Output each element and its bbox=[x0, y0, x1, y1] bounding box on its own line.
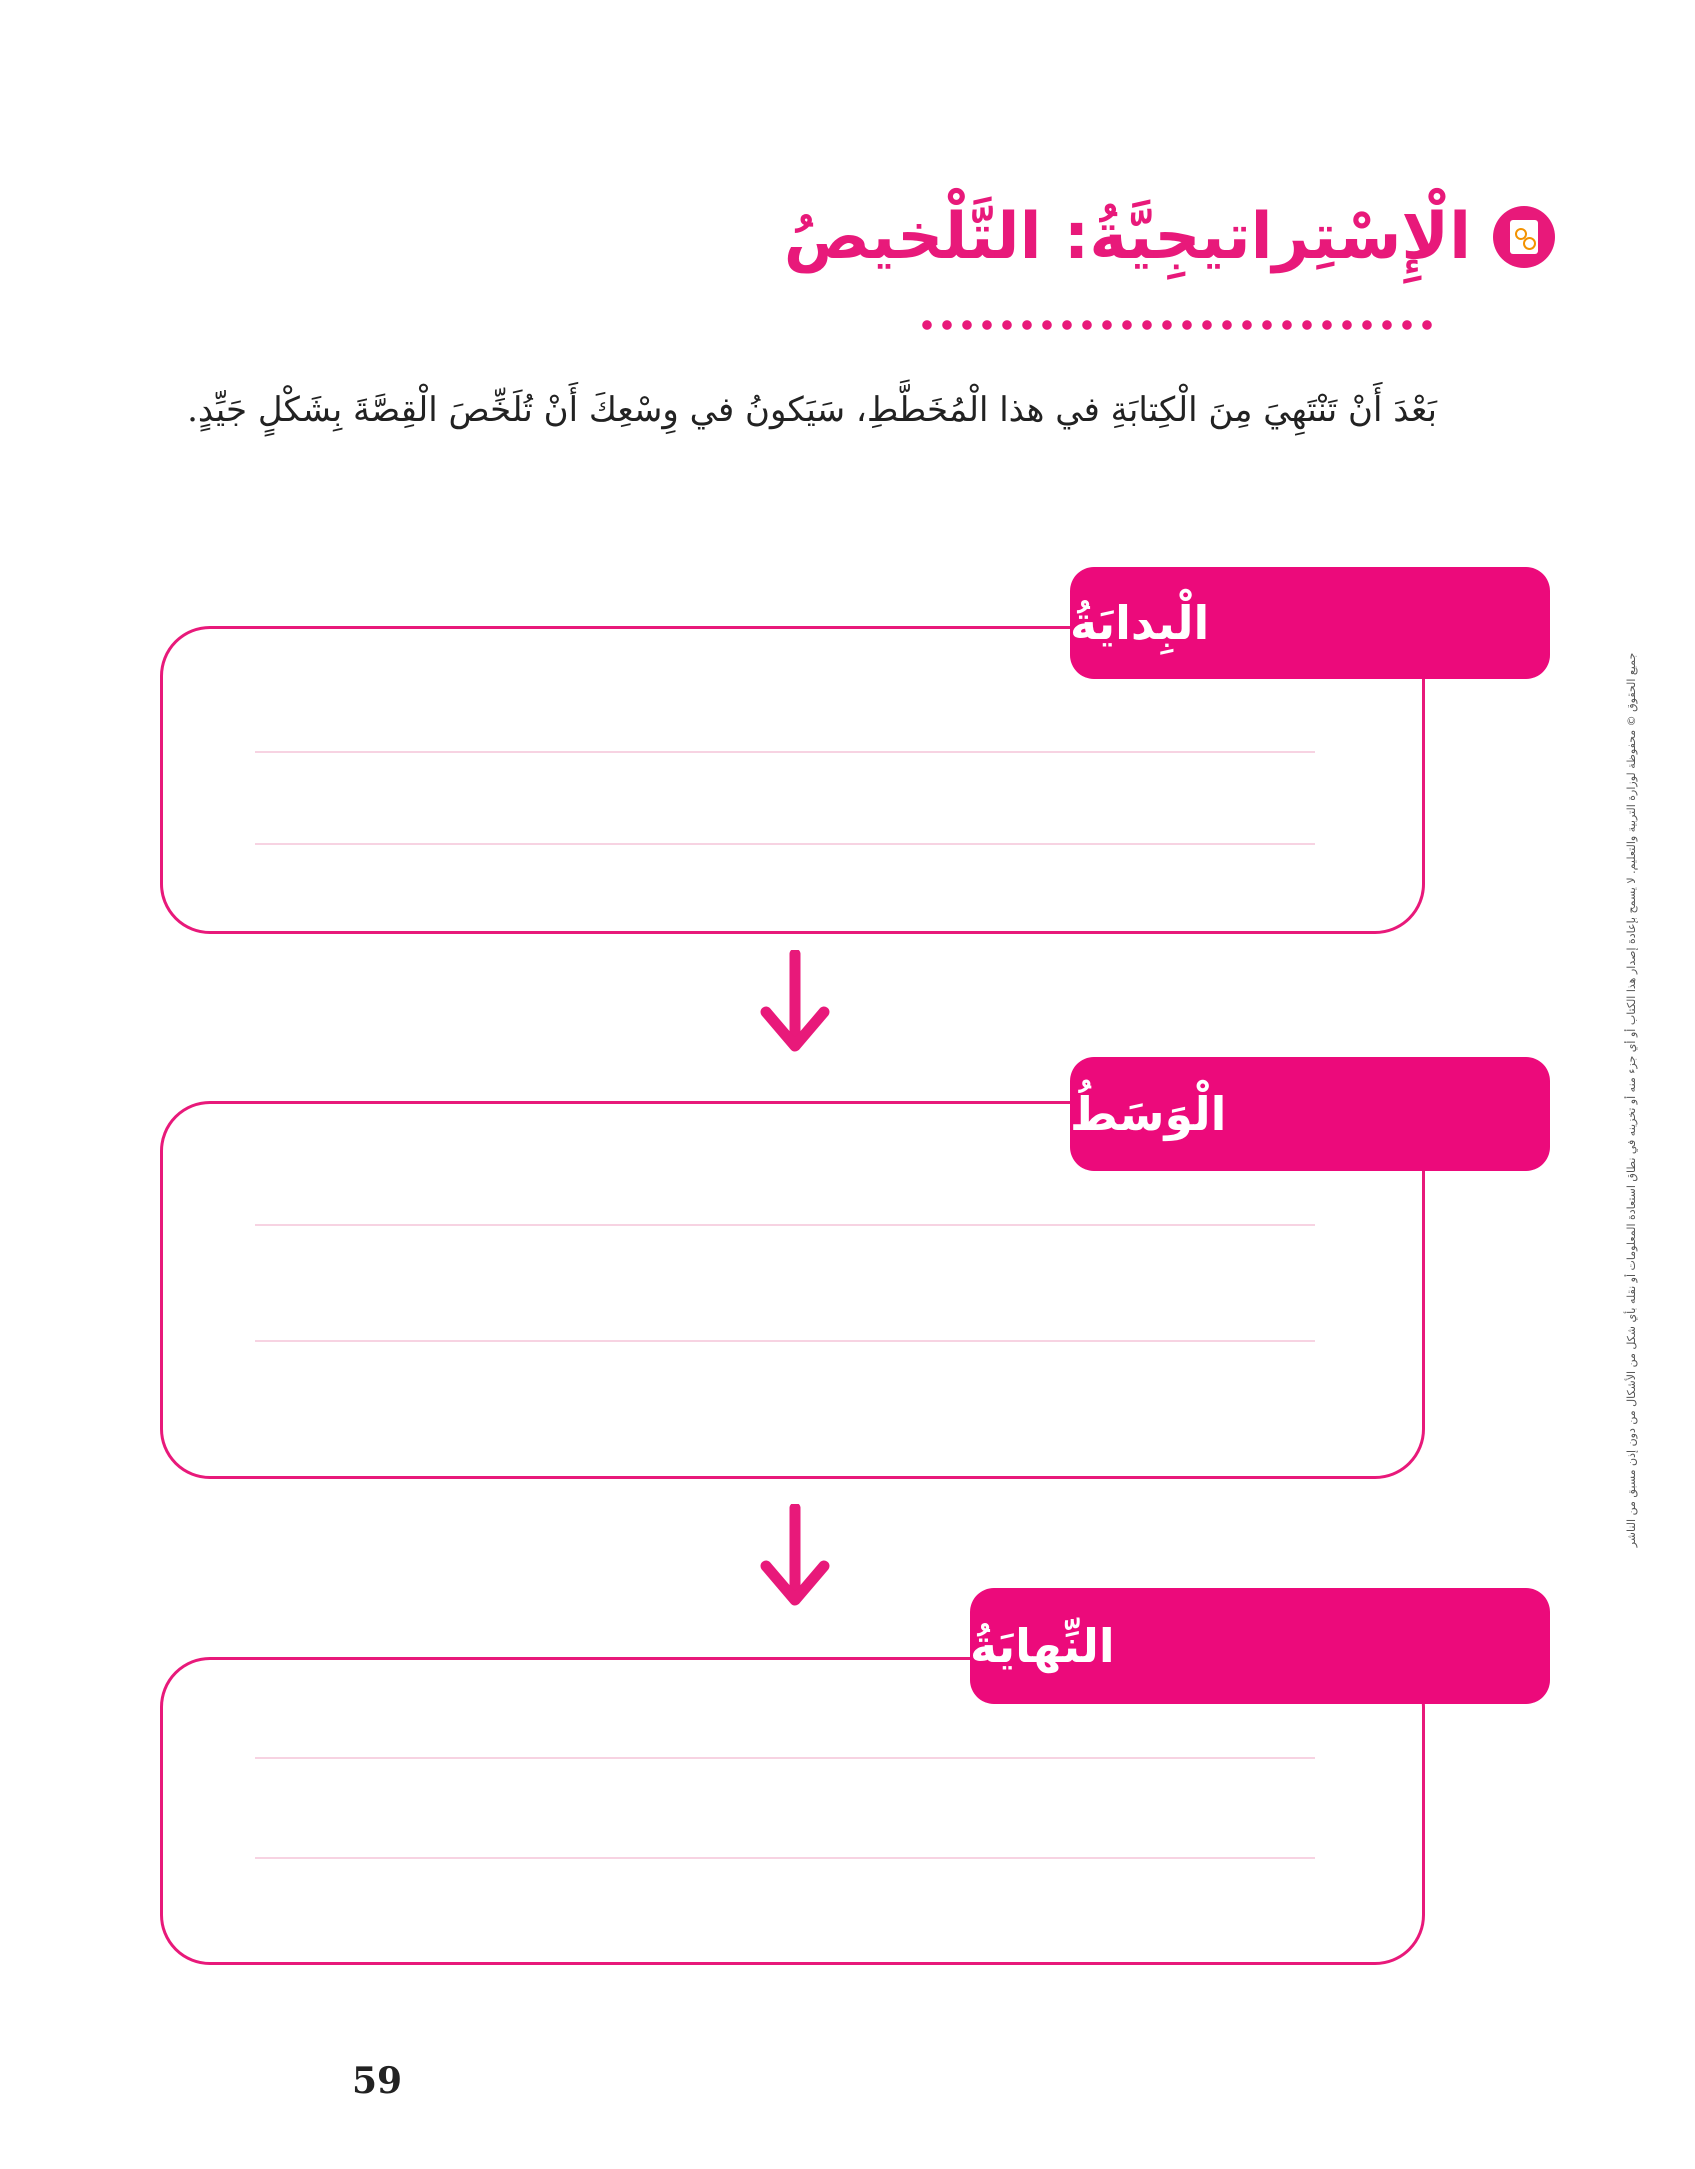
arrow-down-icon bbox=[758, 1504, 832, 1609]
ending-label bbox=[970, 1588, 1550, 1704]
writing-line[interactable] bbox=[255, 1224, 1315, 1226]
page-number: 59 bbox=[352, 2060, 403, 2102]
writing-line[interactable] bbox=[255, 843, 1315, 845]
writing-line[interactable] bbox=[255, 751, 1315, 753]
middle-label-text: الْوَسَطُ bbox=[1070, 1087, 1227, 1141]
beginning-label-text: الْبِدايَةُ bbox=[1070, 596, 1210, 650]
instruction-text: بَعْدَ أَنْ تَنْتَهِيَ مِنَ الْكِتابَةِ في هذا الْمُخَطَّطِ، سَيَكونُ في وِسْعِكَ أَنْ تُلَخِّصَ الْقِصَّةَ بِشَكْلٍ جَيِّدٍ. bbox=[187, 390, 1437, 430]
page-title: الْإِسْتِراتيجِيَّةُ: التَّلْخيصُ bbox=[783, 200, 1471, 274]
title-row bbox=[784, 200, 1555, 274]
ending-label-text: النِّهايَةُ bbox=[970, 1619, 1115, 1673]
writing-line[interactable] bbox=[255, 1340, 1315, 1342]
dotted-divider bbox=[917, 318, 1437, 332]
writing-line[interactable] bbox=[255, 1757, 1315, 1759]
writing-line[interactable] bbox=[255, 1857, 1315, 1859]
beginning-label bbox=[1070, 567, 1550, 679]
middle-label bbox=[1070, 1057, 1550, 1171]
strategy-document-icon bbox=[1493, 206, 1555, 268]
arrow-down-icon bbox=[758, 950, 832, 1055]
copyright-note: جميع الحقوق © محفوظة لوزارة التربية والتعليم. لا يسمح بإعادة إصدار هذا الكتاب أو أي جزء منه أو تخزينه في نطاق استعادة المعلومات أو نقله بأي شكل من الأشكال من دون إذن مسبق من الناشر bbox=[1625, 652, 1638, 1548]
